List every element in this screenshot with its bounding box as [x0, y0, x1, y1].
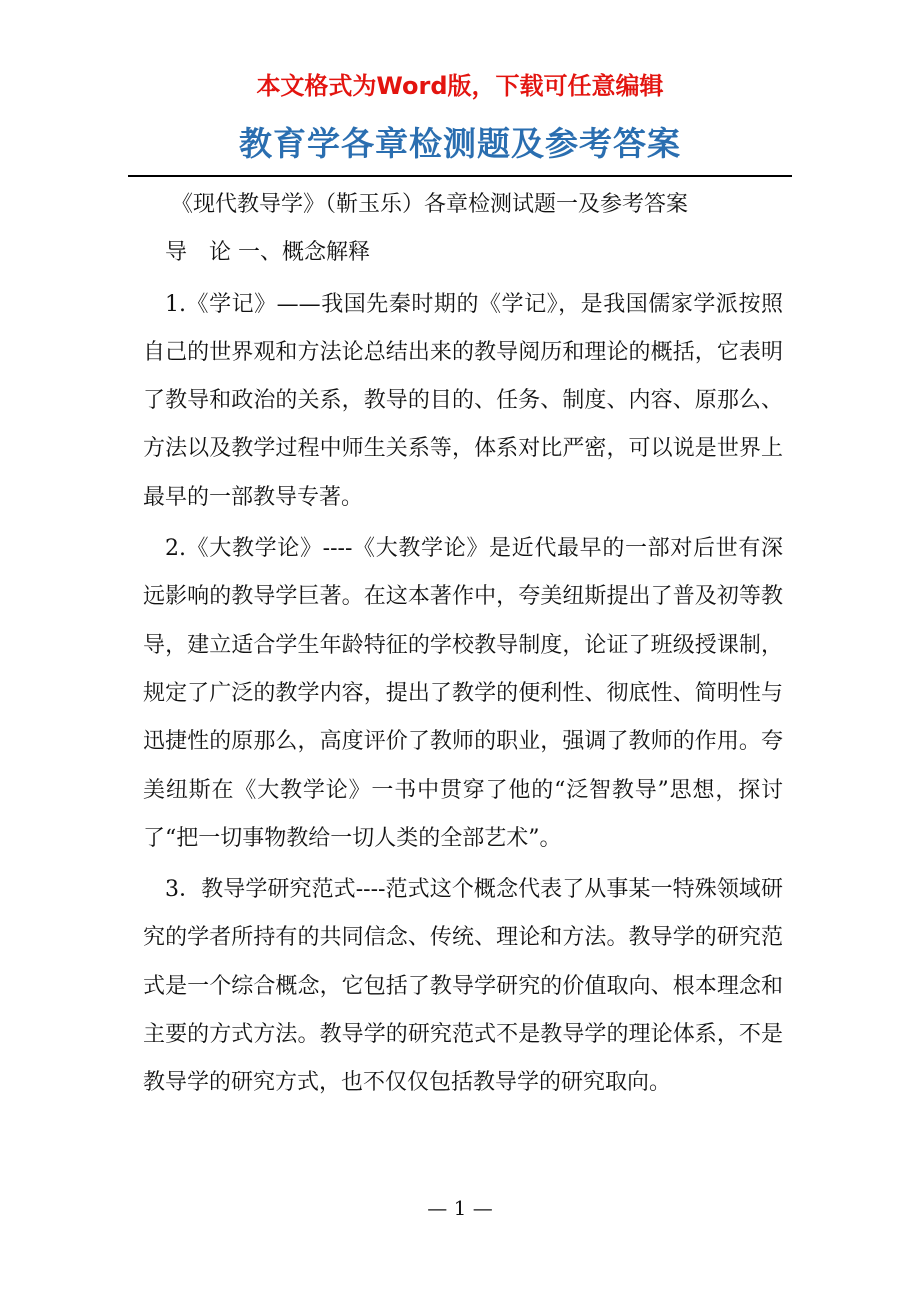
section-heading: 导 论 一、概念解释 [165, 240, 370, 266]
document-body [143, 181, 783, 1108]
title-divider [128, 175, 792, 177]
document-title: 教育学各章检测题及参考答案 [239, 124, 681, 163]
document-subtitle: 《现代教导学》（靳玉乐）各章检测试题一及参考答案 [171, 192, 689, 217]
format-notice-banner: 本文格式为Word版，下载可任意编辑 [256, 72, 664, 100]
paragraph-great-didactic: 2.《大教学论》----《大教学论》是近代最早的一部对后世有深远影响的教导学巨著。在这本著作中，夸美纽斯提出了普及初等教导，建立适合学生年龄特征的学校教导制度，论证了班级授课制，规定了广泛的教学内容，提出了教学的便利性、彻底性、简明性与迅捷性的原那么，高度评价了教师的职业，强调了教师的作用。夸美纽斯在《大教学论》一书中贯穿了他的“泛智教导”思想，探讨了“把一切事物教给一切人类的全部艺术”。 [143, 536, 783, 851]
paragraph-research-paradigm: 3．教导学研究范式----范式这个概念代表了从事某一特殊领域研究的学者所持有的共同信念、传统、理论和方法。教导学的研究范式是一个综合概念，它包括了教导学研究的价值取向、根本理念和主要的方式方法。教导学的研究范式不是教导学的理论体系，不是教导学的研究方式，也不仅仅包括教导学的研究取向。 [143, 877, 783, 1096]
paragraph-xueji: 1.《学记》——我国先秦时期的《学记》，是我国儒家学派按照自己的世界观和方法论总结出来的教导阅历和理论的概括，它表明了教导和政治的关系，教导的目的、任务、制度、内容、原那么、方法以及教学过程中师生关系等，体系对比严密，可以说是世界上最早的一部教导专著。 [143, 291, 783, 510]
page-number: — 1 — [427, 1196, 493, 1220]
